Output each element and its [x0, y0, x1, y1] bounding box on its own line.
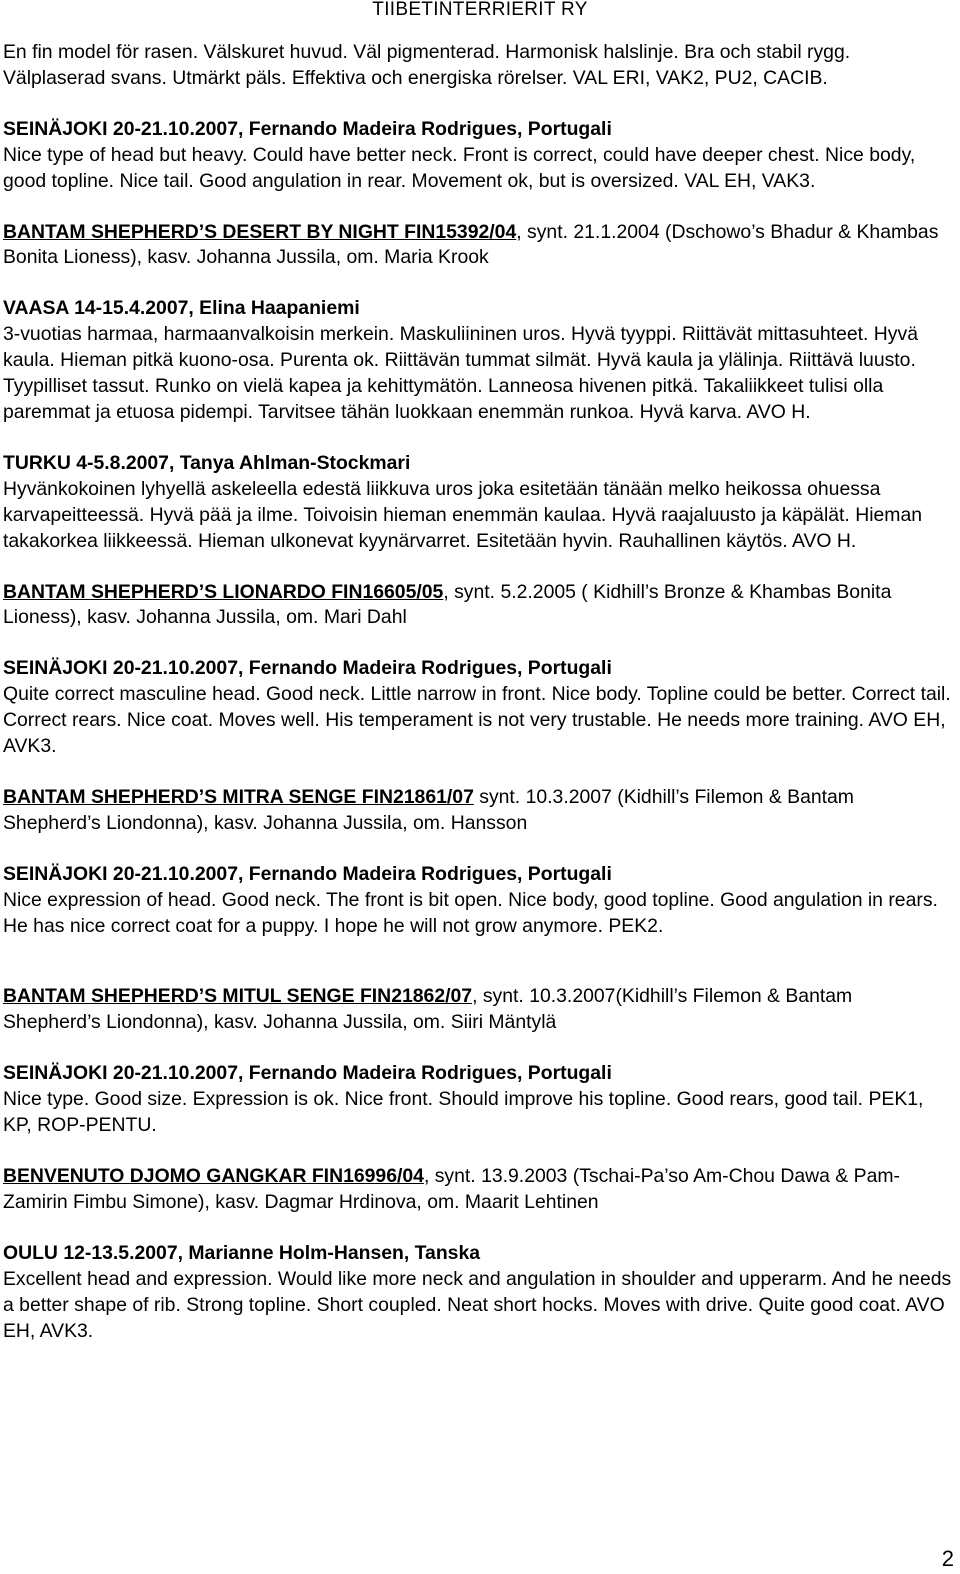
review-block — [3, 40, 953, 92]
review-text: 3-vuotias harmaa, harmaanvalkoisin merkein. Maskuliininen uros. Hyvä tyyppi. Riittävät mittasuhteet. Hyvä kaula. Hieman pitkä kuono-osa. Purenta ok. Riittävän tummat silmät. Hyvä kaula ja ylälinja. Riittävä luusto. Tyypilliset tassut. Runko on vielä kapea ja kehittymätön. Lanneosa hivenen pitkä. Takaliikkeet tulisi olla paremmat ja etuosa pidempi. Tarvitsee tähän luokkaan enemmän runkoa. Hyvä karva. AVO H. — [3, 323, 918, 423]
dog-info: , synt. 10.3.2007(Kidhill’s Filemon & Bantam Shepherd’s Liondonna), kasv. Johanna Jussila, om. Siiri Mäntylä — [3, 985, 853, 1034]
dog-info: synt. 10.3.2007 (Kidhill’s Filemon & Bantam Shepherd’s Liondonna), kasv. Johanna Jussila, om. Hansson — [3, 785, 854, 834]
show-heading: OULU 12-13.5.2007, Marianne Holm-Hansen, Tanska — [3, 1241, 481, 1264]
dog-name: BANTAM SHEPHERD’S MITRA SENGE FIN21861/07 — [3, 785, 474, 808]
dog-entry-heading — [3, 1164, 953, 1216]
dog-name: BANTAM SHEPHERD’S DESERT BY NIGHT FIN15392/04 — [3, 220, 517, 243]
dog-entry-heading — [3, 785, 953, 837]
review-block — [3, 451, 953, 555]
dog-entry-heading — [3, 580, 953, 632]
review-block — [3, 656, 953, 760]
page-header: TIIBETINTERRIERIT RY — [372, 0, 588, 20]
show-heading: SEINÄJOKI 20-21.10.2007, Fernando Madeira Rodrigues, Portugali — [3, 117, 612, 140]
review-block — [3, 862, 953, 940]
review-text: Nice type. Good size. Expression is ok. Nice front. Should improve his topline. Good rears, good tail. PEK1, KP, ROP-PENTU. — [3, 1088, 924, 1137]
dog-info: , synt. 21.1.2004 (Dschowo’s Bhadur & Khambas Bonita Lioness), kasv. Johanna Jussila, om. Maria Krook — [3, 220, 939, 269]
dog-name: BANTAM SHEPHERD’S MITUL SENGE FIN21862/07 — [3, 985, 473, 1008]
review-text: Nice type of head but heavy. Could have better neck. Front is correct, could have deeper chest. Nice body, good topline. Nice tail. Good angulation in rear. Movement ok, but is oversized. VAL EH, VAK3. — [3, 143, 916, 192]
review-text: En fin model för rasen. Välskuret huvud. Väl pigmenterad. Harmonisk halslinje. Bra och stabil rygg. Välplaserad svans. Utmärkt päls. Effektiva och energiska rörelser. VAL ERI, VAK2, PU2, CACIB. — [3, 41, 851, 89]
show-heading: TURKU 4-5.8.2007, Tanya Ahlman-Stockmari — [3, 451, 411, 474]
review-block — [3, 117, 953, 195]
review-block — [3, 1061, 953, 1139]
show-heading: SEINÄJOKI 20-21.10.2007, Fernando Madeira Rodrigues, Portugali — [3, 1062, 612, 1085]
review-block — [3, 1241, 953, 1345]
review-text: Hyvänkokoinen lyhyellä askeleella edestä liikkuva uros joka esitetään tänään melko heikossa ohuessa karvapeitteessä. Hyvä pää ja ilme. Toivoisin hieman enemmän kaulaa. Hyvä raajaluusto ja käpälät. Hieman takakorkea liikkeessä. Hieman ulkonevat kyynärvarret. Esitetään hyvin. Rauhallinen käytös. AVO H. — [3, 477, 923, 552]
show-heading: VAASA 14-15.4.2007, Elina Haapaniemi — [3, 297, 360, 320]
dog-name: BENVENUTO DJOMO GANGKAR FIN16996/04 — [3, 1165, 424, 1187]
page-number: 2 — [941, 1546, 954, 1571]
document-body — [3, 40, 953, 1369]
dog-info: , synt. 13.9.2003 (Tschai-Pa’so Am-Chou Dawa & Pam-Zamirin Fimbu Simone), kasv. Dagmar Hrdinova, om. Maarit Lehtinen — [3, 1165, 900, 1213]
review-block — [3, 296, 953, 426]
show-heading: SEINÄJOKI 20-21.10.2007, Fernando Madeira Rodrigues, Portugali — [3, 862, 612, 885]
dog-entry-heading — [3, 220, 953, 272]
dog-entry-heading — [3, 984, 953, 1036]
review-text: Excellent head and expression. Would like more neck and angulation in shoulder and upperarm. And he needs a better shape of rib. Strong topline. Short coupled. Neat short hocks. Moves with drive. Quite good coat. AVO EH, AVK3. — [3, 1267, 952, 1342]
show-heading: SEINÄJOKI 20-21.10.2007, Fernando Madeira Rodrigues, Portugali — [3, 657, 612, 680]
dog-name: BANTAM SHEPHERD’S LIONARDO FIN16605/05 — [3, 580, 444, 603]
dog-info: , synt. 5.2.2005 ( Kidhill’s Bronze & Khambas Bonita Lioness), kasv. Johanna Jussila, om. Mari Dahl — [3, 580, 892, 629]
review-text: Nice expression of head. Good neck. The front is bit open. Nice body, good topline. Good angulation in rears. He has nice correct coat for a puppy. I hope he will not grow anymore. PEK2. — [3, 888, 938, 937]
review-text: Quite correct masculine head. Good neck. Little narrow in front. Nice body. Topline could be better. Correct tail. Correct rears. Nice coat. Moves well. His temperament is not very trustable. He needs more training. AVO EH, AVK3. — [3, 683, 951, 758]
